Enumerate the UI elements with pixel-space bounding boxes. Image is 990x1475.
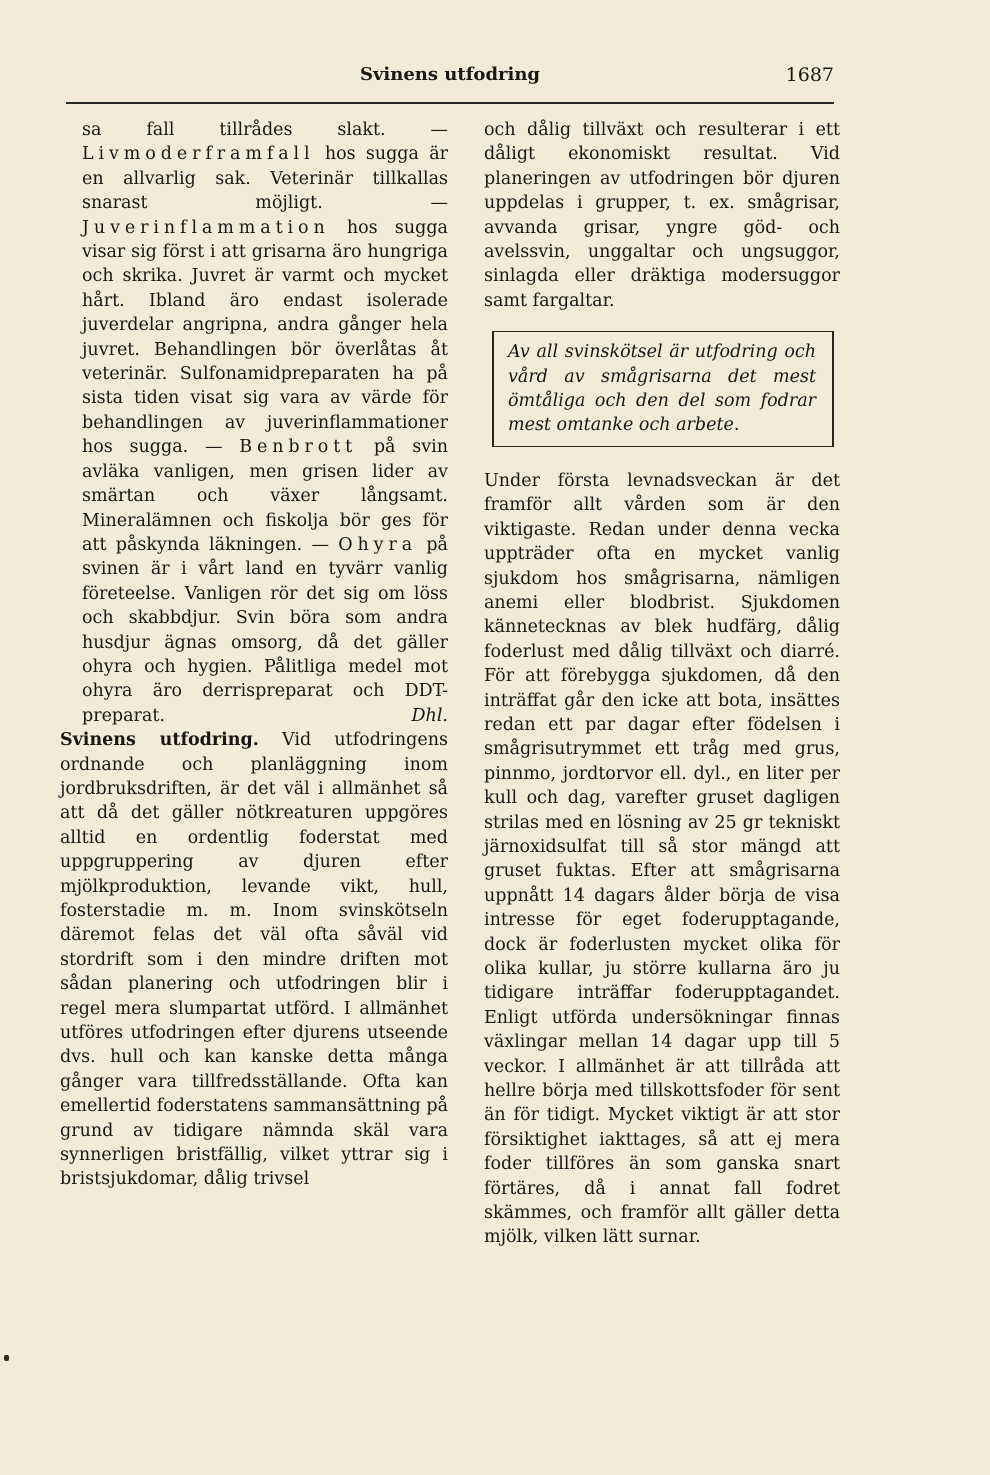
term-benbrott: Benbrott bbox=[239, 437, 358, 458]
term-juverinflammation: Juverinflammation bbox=[82, 217, 330, 238]
text-segment: på svin avläka vanligen, men grisen lider av smärtan och växer långsamt. Mineralämnen och fiskolja bör ges för att påskynda läkningen. — bbox=[82, 437, 448, 555]
paragraph-diseases bbox=[82, 118, 448, 728]
term-ohyra: Ohyra bbox=[338, 534, 418, 555]
text-segment: hos sugga är en allvarlig sak. Veterinär tillkallas snarast möjligt. — bbox=[82, 144, 448, 214]
running-head-title: Svinens utfodring bbox=[359, 64, 541, 85]
author-signature: Dhl. bbox=[411, 705, 448, 726]
print-spot bbox=[4, 1355, 9, 1361]
left-column bbox=[60, 118, 448, 1192]
quote-box bbox=[492, 331, 834, 447]
right-column bbox=[484, 118, 840, 1250]
header-rule bbox=[66, 102, 834, 104]
entry-svinens-utfodring bbox=[60, 728, 448, 1192]
entry-headword: Svinens utfodring. bbox=[60, 730, 259, 751]
text-segment: på svinen är i vårt land en tyvärr vanlig företeelse. Vanligen rör det sig om löss och skabbdjur. Svin böra som andra husdjur ägnas omsorg, då det gäller ohyra och hygien. Pålitliga medel mot ohyra äro derrispreparat och DDT-preparat. bbox=[82, 534, 448, 726]
paragraph-grouping: och dålig tillväxt och resulterar i ett dåligt ekonomiskt resultat. Vid planeringen av utfodringen bör djuren uppdelas i grupper, t. ex. smågrisar, avvanda grisar, yngre göd- och avelssvin, unggaltar och ungsuggor, sinlagda eller dräktiga modersuggor samt fargaltar. bbox=[484, 120, 840, 311]
quote-text: Av all svinskötsel är utfodring och vård av smågrisarna det mest ömtåliga och den del som fodrar mest omtanke och arbete. bbox=[508, 342, 816, 436]
paragraph-piglets: Under första levnadsveckan är det framför allt vården som är den viktigaste. Redan under denna vecka uppträder ofta en mycket vanlig sjukdom hos smågrisarna, nämligen anemi eller blodbrist. Sjukdomen kännetecknas av blek hudfärg, dålig foderlust med dålig tillväxt och diarré. För att förebygga sjukdomen, då den inträffat går den icke att bota, insättes redan ett par dagar efter födelsen i smågrisutrymmet ett tråg med grus, pinnmo, jordtorvor ell. dyl., en liter per kull och dag, varefter gruset dagligen strilas med en lösning av 25 gr tekniskt järnoxidsulfat till så stor mängd att gruset fuktas. Efter att smågrisarna uppnått 14 dagars ålder börja de visa intresse för eget foderupptagande, dock är foderlusten mycket olika för olika kullar, ju större kullarna äro ju tidigare inträffar foderupptagandet. Enligt utförda undersökningar finnas växlingar mellan 14 dagar upp till 5 veckor. I allmänhet är att tillråda att hellre börja med tillskottsfoder för sent än för tidigt. Mycket viktigt är att stor försiktighet iakttages, så att ej mera foder tillföres än som ganska snart förtäres, då i annat fall fodret skämmes, och framför allt gäller detta mjölk, vilken lätt surnar. bbox=[484, 470, 840, 1248]
text-segment: sa fall tillrådes slakt. — bbox=[82, 120, 448, 140]
page-number: 1687 bbox=[785, 64, 834, 86]
term-livmoderframfall: Livmoderframfall bbox=[82, 144, 315, 165]
text-segment: hos sugga visar sig först i att grisarna äro hungriga och skrika. Juvret är varmt och mycket hårt. Ibland äro endast isolerade juverdelar angripna, andra gånger hela juvret. Behandlingen bör överlåtas åt veterinär. Sulfonamidpreparaten ha på sista tiden visat sig vara av värde för behandlingen av juverinflammationer hos sugga. — bbox=[82, 217, 448, 458]
running-head bbox=[66, 60, 834, 96]
entry-text: Vid utfodringens ordnande och planläggning inom jordbruksdriften, är det väl i allmänhet så att då det gäller nötkreaturen uppgöres alltid en ordentlig foderstat med uppgruppering av djuren efter mjölkproduktion, levande vikt, hull, fosterstadie m. m. Inom svinskötseln däremot felas det väl ofta såväl vid stordrift som i den mindre driften mot sådan planering och utfodringen blir i regel mera slumpartat utförd. I allmänhet utföres utfodringen efter djurens utseende dvs. hull och kan kanske detta många gånger vara tillfredsställande. Ofta kan emellertid foderstatens sammansättning på grund av tidigare nämnda skäl vara synnerligen bristfällig, vilket yttrar sig i bristsjukdomar, dålig trivsel bbox=[60, 730, 448, 1190]
